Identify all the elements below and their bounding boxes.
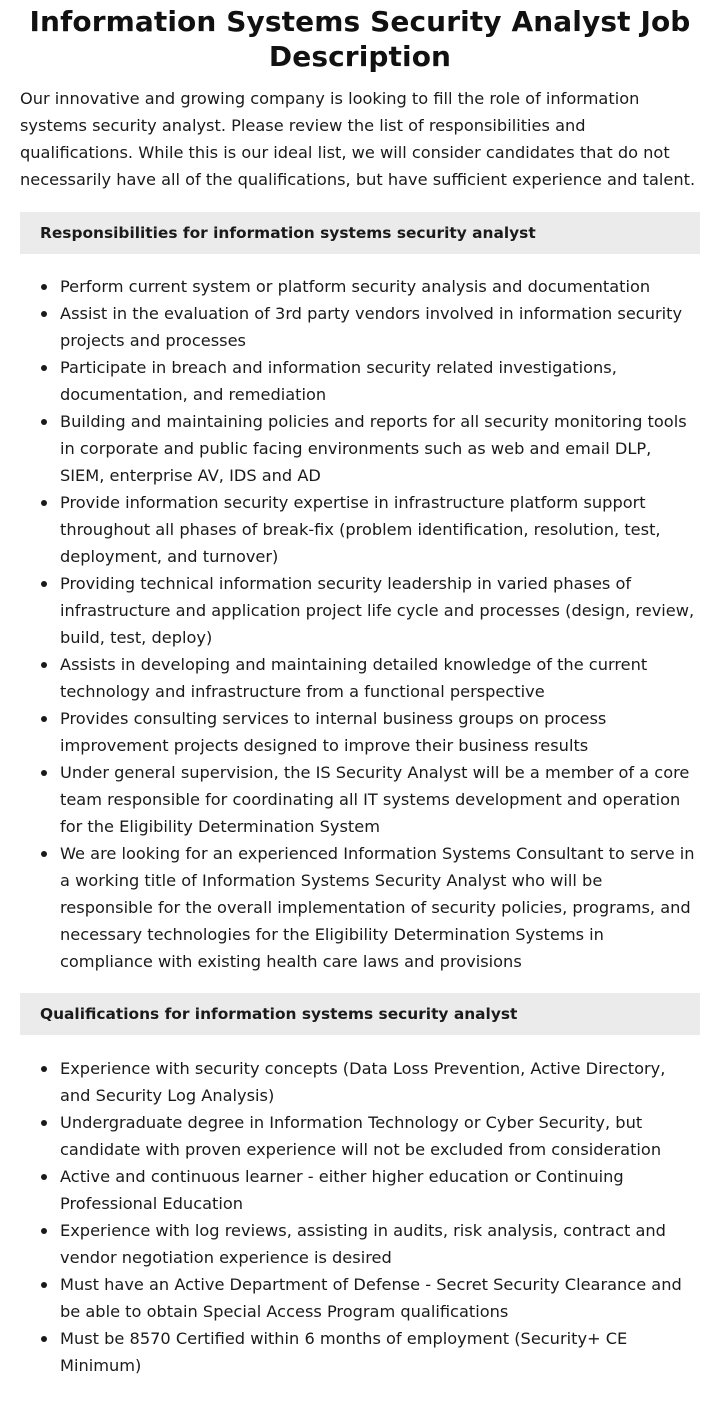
bullet-icon — [41, 716, 47, 722]
page-title: Information Systems Security Analyst Job Description — [29, 5, 691, 73]
bullet-icon — [41, 1336, 47, 1342]
bullet-icon — [41, 1228, 47, 1234]
list-item — [20, 1217, 700, 1271]
list-item — [20, 1271, 700, 1325]
qualifications-heading: Qualifications for information systems security analyst — [20, 993, 700, 1035]
list-item-text: Experience with security concepts (Data Loss Prevention, Active Directory, and Security Log Analysis) — [60, 1059, 666, 1105]
qualifications-list — [20, 1055, 700, 1379]
list-item-text: Must have an Active Department of Defense - Secret Security Clearance and be able to obtain Special Access Program qualifications — [60, 1275, 682, 1321]
bullet-icon — [41, 1066, 47, 1072]
bullet-icon — [41, 1282, 47, 1288]
list-item-text: We are looking for an experienced Information Systems Consultant to serve in a working title of Information Systems Security Analyst who will be responsible for the overall implementation of security policies, programs, and necessary technologies for the Eligibility Determination Systems in compliance with existing health care laws and provisions — [60, 844, 695, 971]
list-item-text: Assists in developing and maintaining detailed knowledge of the current technology and infrastructure from a functional perspective — [60, 655, 648, 701]
list-item — [20, 759, 700, 840]
list-item — [20, 1325, 700, 1379]
list-item — [20, 570, 700, 651]
bullet-icon — [41, 851, 47, 857]
list-item — [20, 408, 700, 489]
bullet-icon — [41, 770, 47, 776]
list-item-text: Provides consulting services to internal business groups on process improvement projects designed to improve their business results — [60, 709, 607, 755]
list-item — [20, 354, 700, 408]
bullet-icon — [41, 311, 47, 317]
list-item — [20, 273, 700, 300]
list-item-text: Building and maintaining policies and reports for all security monitoring tools in corporate and public facing environments such as web and email DLP, SIEM, enterprise AV, IDS and AD — [60, 412, 687, 485]
responsibilities-list — [20, 273, 700, 975]
list-item-text: Undergraduate degree in Information Technology or Cyber Security, but candidate with proven experience will not be excluded from consideration — [60, 1113, 662, 1159]
list-item — [20, 300, 700, 354]
list-item — [20, 1109, 700, 1163]
list-item-text: Assist in the evaluation of 3rd party vendors involved in information security projects and processes — [60, 304, 683, 350]
list-item-text: Must be 8570 Certified within 6 months of employment (Security+ CE Minimum) — [60, 1329, 628, 1375]
bullet-icon — [41, 1120, 47, 1126]
list-item — [20, 705, 700, 759]
list-item-text: Experience with log reviews, assisting in audits, risk analysis, contract and vendor negotiation experience is desired — [60, 1221, 666, 1267]
list-item-text: Provide information security expertise in infrastructure platform support throughout all phases of break-fix (problem identification, resolution, test, deployment, and turnover) — [60, 493, 661, 566]
job-description-page — [0, 4, 720, 1417]
bullet-icon — [41, 284, 47, 290]
list-item-text: Active and continuous learner - either higher education or Continuing Professional Education — [60, 1167, 624, 1213]
list-item — [20, 1055, 700, 1109]
list-item — [20, 1163, 700, 1217]
list-item-text: Under general supervision, the IS Security Analyst will be a member of a core team responsible for coordinating all IT systems development and operation for the Eligibility Determination System — [60, 763, 690, 836]
bullet-icon — [41, 365, 47, 371]
bullet-icon — [41, 581, 47, 587]
bullet-icon — [41, 500, 47, 506]
list-item — [20, 489, 700, 570]
list-item-text: Perform current system or platform security analysis and documentation — [60, 277, 651, 296]
list-item — [20, 651, 700, 705]
list-item-text: Participate in breach and information security related investigations, documentation, and remediation — [60, 358, 617, 404]
list-item — [20, 840, 700, 975]
list-item-text: Providing technical information security leadership in varied phases of infrastructure and application project life cycle and processes (design, review, build, test, deploy) — [60, 574, 695, 647]
intro-paragraph: Our innovative and growing company is looking to fill the role of information systems security analyst. Please review the list of responsibilities and qualifications. While this is our ideal list, we will consider candidates that do not necessarily have all of the qualifications, but have sufficient experience and talent. — [20, 89, 696, 189]
responsibilities-heading: Responsibilities for information systems security analyst — [20, 212, 700, 254]
bullet-icon — [41, 662, 47, 668]
bullet-icon — [41, 419, 47, 425]
bullet-icon — [41, 1174, 47, 1180]
